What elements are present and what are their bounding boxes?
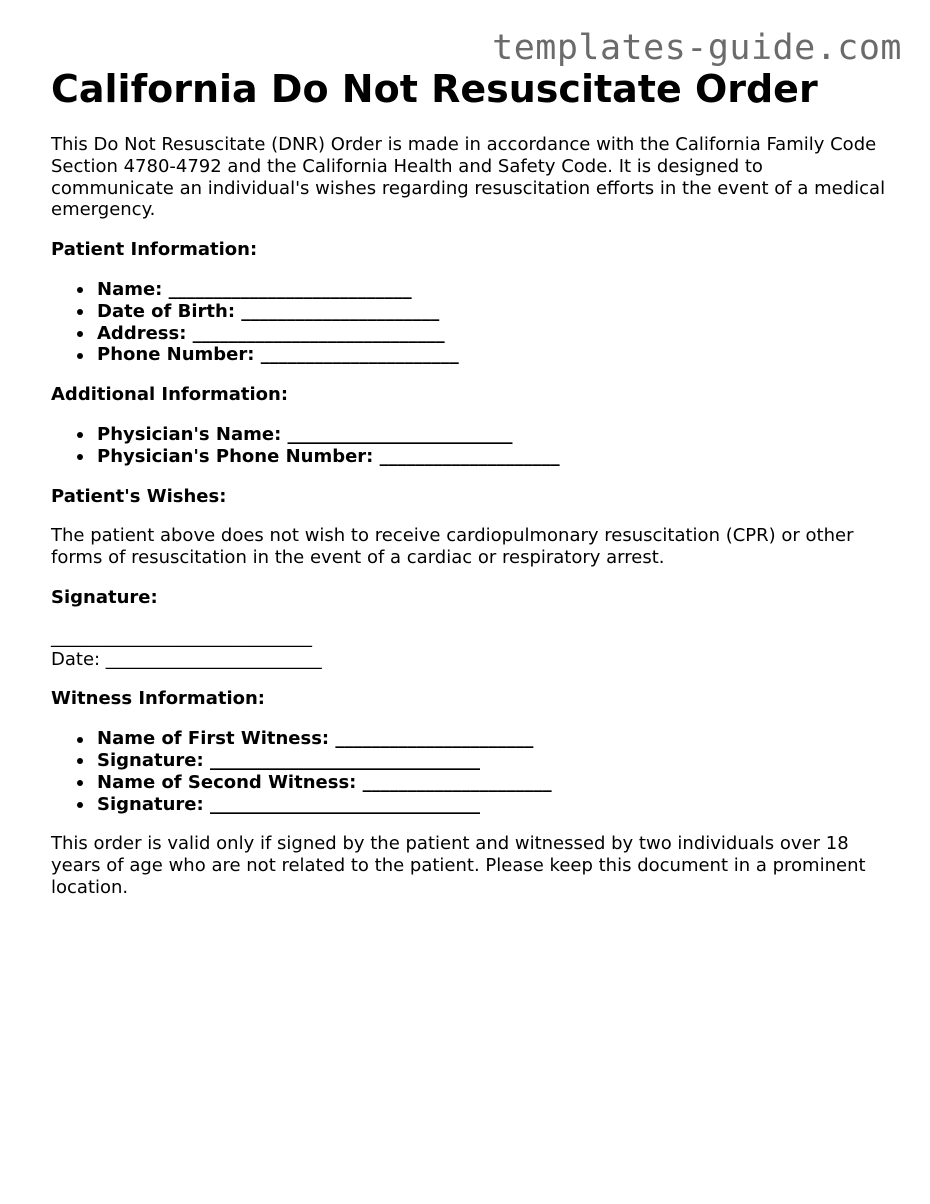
document-page: [51, 66, 891, 899]
first-witness-name-field: Name of First Witness: ______________________: [97, 728, 891, 750]
second-witness-name-field: Name of Second Witness: _____________________: [97, 772, 891, 794]
physician-phone-field: Physician's Phone Number: ____________________: [97, 446, 891, 468]
patient-info-heading: Patient Information:: [51, 239, 258, 261]
patient-dob-field: Date of Birth: ______________________: [97, 301, 891, 323]
patient-name-field: Name: ___________________________: [97, 279, 891, 301]
patient-wishes-heading: Patient's Wishes:: [51, 485, 227, 507]
validity-notice: This order is valid only if signed by the patient and witnessed by two individuals over 18 years of age who are not related to the patient. Please keep this document in a prominent location.: [51, 833, 866, 898]
watermark-logo: templates-guide.com: [492, 28, 902, 68]
signature-line: _____________________________: [51, 626, 312, 648]
patient-phone-field: Phone Number: ______________________: [97, 344, 891, 366]
additional-info-list: [51, 424, 891, 468]
patient-info-list: [51, 279, 891, 366]
signature-block: [51, 627, 891, 671]
witness-info-heading: Witness Information:: [51, 688, 265, 710]
intro-paragraph: This Do Not Resuscitate (DNR) Order is made in accordance with the California Family Code Section 4780-4792 and the California Health and Safety Code. It is designed to communicate an individual's wishes regarding resuscitation efforts in the event of a medical emergency.: [51, 134, 886, 221]
signature-heading: Signature:: [51, 586, 158, 608]
document-title: California Do Not Resuscitate Order: [51, 67, 818, 111]
first-witness-signature-field: Signature: ______________________________: [97, 750, 891, 772]
patient-address-field: Address: ____________________________: [97, 323, 891, 345]
physician-name-field: Physician's Name: _________________________: [97, 424, 891, 446]
second-witness-signature-field: Signature: ______________________________: [97, 794, 891, 816]
witness-info-list: [51, 728, 891, 815]
additional-info-heading: Additional Information:: [51, 384, 289, 406]
patient-wishes-text: The patient above does not wish to receive cardiopulmonary resuscitation (CPR) or other forms of resuscitation in the event of a cardiac or respiratory arrest.: [51, 525, 854, 569]
signature-date-line: Date: ________________________: [51, 648, 322, 670]
